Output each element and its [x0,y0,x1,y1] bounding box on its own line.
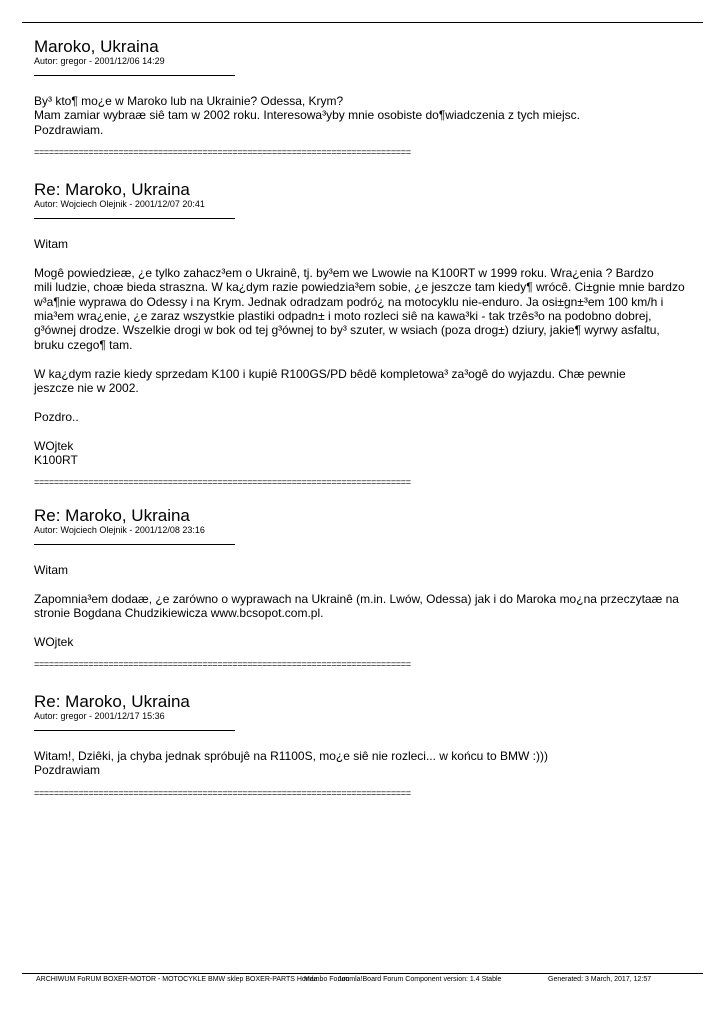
text-line: Pozdrawiam [34,763,101,778]
post-paragraph [34,635,704,649]
text-line: mia³em wra¿enie, ¿e zaraz wszystkie plastiki odpadn± i moto rozleci siê na kawa³ki - tak trzês³o na podobno dobrej, [34,309,652,324]
post-author-date: Autor: gregor - 2001/12/06 14:29 [34,56,165,66]
footer-generated-date: Generated: 3 March, 2017, 12:57 [548,976,652,983]
forum-post [34,38,704,157]
top-rule [22,22,703,23]
text-line: bruku czego¶ tam. [34,337,133,352]
post-paragraph [34,94,704,137]
post-body [34,94,704,137]
text-line: Witam [34,237,68,251]
meta-underline [34,75,235,76]
text-line: W ka¿dym razie kiedy sprzedam K100 i kupiê R100GS/PD bêdê kompletowa³ za³ogê do wyjazdu. Chæ pewnie [34,366,626,381]
post-body [34,237,704,467]
post-separator: ============================================================================ [34,787,411,798]
meta-underline [34,730,235,731]
post-author-date: Autor: Wojciech Olejnik - 2001/12/08 23:16 [34,525,205,535]
text-line: By³ kto¶ mo¿e w Maroko lub na Ukrainie? Odessa, Krym? [34,94,344,108]
text-line: Pozdrawiam. [34,122,104,137]
post-author-date: Autor: gregor - 2001/12/17 15:36 [34,711,165,721]
post-paragraph [34,266,704,352]
post-paragraph [34,749,704,778]
text-line: Zapomnia³em dodaæ, ¿e zarówno o wyprawach na Ukrainê (m.in. Lwów, Odessa) jak i do Maroka mo¿na przeczytaæ na [34,591,679,606]
text-line: Witam [34,563,68,577]
footer-rule [22,973,703,974]
text-line: jeszcze nie w 2002. [34,381,139,396]
post-author-date: Autor: Wojciech Olejnik - 2001/12/07 20:41 [34,199,205,209]
post-paragraph [34,367,704,396]
text-line: Mogê powiedzieæ, ¿e tylko zahacz³em o Ukrainê, tj. by³em we Lwowie na K100RT w 1999 roku. Wra¿enia ? Bardzo [34,265,654,280]
post-body [34,563,704,649]
post-body [34,749,704,778]
text-line: mili ludzie, choæ bieda straszna. W ka¿dym razie powiedzia³em sobie, ¿e jeszcze tam kiedy¶ wrócê. Ci±gnie mnie bardzo [34,280,685,295]
post-title: Re: Maroko, Ukraina [34,506,190,525]
forum-post [34,693,704,798]
text-line: Pozdro.. [34,409,79,424]
forum-post [34,181,704,487]
forum-post [34,507,704,669]
post-separator: ============================================================================ [34,477,411,488]
text-line: g³ównej drodze. Wszelkie drogi w bok od tej g³ównej to by³ szuter, w wsiach (poza drog±) dziury, jakie¶ wyrwy asfaltu, [34,323,660,338]
footer-forum-name: Mambo Forum [304,976,350,983]
post-paragraph [34,563,704,577]
post-paragraph [34,237,704,251]
post-title: Re: Maroko, Ukraina [34,692,190,711]
text-line: WOjtek [34,635,74,649]
footer-archive-text: ARCHIWUM FoRUM BOXER-MOTOR - MOTOCYKLE BMW sklep BOXER-PARTS Honda [36,976,318,983]
text-line: K100RT [34,453,78,468]
text-line: w³a¶nie wyprawa do Odessy i na Krym. Jednak odradzam podró¿ na motocyklu nie-enduro. Ja osi±gn±³em 100 km/h i [34,294,664,309]
post-paragraph [34,410,704,424]
text-line: Witam!, Dziêki, ja chyba jednak spróbujê na R1100S, mo¿e siê nie rozleci... w końcu to BMW :))) [34,749,548,763]
text-line: Mam zamiar wybraæ siê tam w 2002 roku. Interesowa³yby mnie osobiste do¶wiadczenia z tych miejsc. [34,108,580,123]
footer-component-version: Joomla!Board Forum Component version: 1.4 Stable [338,976,502,983]
text-line: WOjtek [34,438,74,453]
post-title: Maroko, Ukraina [34,37,159,56]
post-separator: ============================================================================ [34,659,411,670]
post-paragraph [34,592,704,621]
meta-underline [34,218,235,219]
text-line: stronie Bogdana Chudzikiewicza www.bcsopot.com.pl. [34,606,324,621]
post-separator: ============================================================================ [34,147,411,158]
meta-underline [34,544,235,545]
post-title: Re: Maroko, Ukraina [34,180,190,199]
post-paragraph [34,439,704,468]
